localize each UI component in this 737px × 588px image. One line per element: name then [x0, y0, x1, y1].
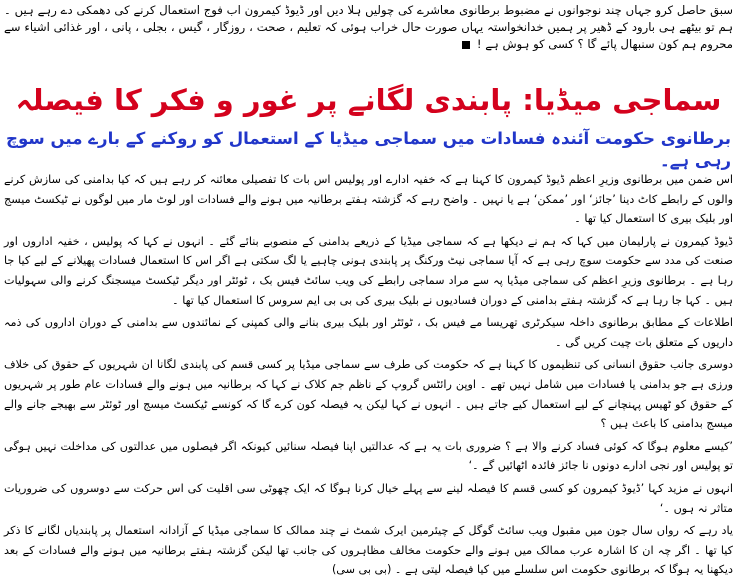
- intro-text: سبق حاصل کرو جہاں چند نوجوانوں نے مضبوط برطانوی معاشرے کی چولیں ہلا دیں اور ڈیوڈ کیمرون اب فوج استعمال کرنے کی دھمکی دے رہے ہیں ۔ ہم تو بیٹھے ہی بارود کے ڈھیر پر ہمیں خدانخواستہ یہاں صورت حال خراب ہوئی کہ تعلیم ، صحت ، روزگار ، گیس ، بجلی ، پانی ، اور غذائی اشیاء سے محروم ہم کون سنبھال پائے گا ؟ کسی کو ہوش ہے !: [4, 3, 733, 51]
- article-body: [4, 170, 733, 583]
- body-paragraph: انہوں نے مزید کہا ’ڈیوڈ کیمرون کو کسی قسم کا فیصلہ لینے سے پہلے خیال کرنا ہوگا کہ ایک چھوٹی سی اقلیت کی اس حرکت سے دوسروں کی ضروریات متاثر نہ ہوں ۔‘: [4, 481, 733, 515]
- body-paragraph: یاد رہے کہ رواں سال جون میں مقبول ویب سائٹ گوگل کے چیئرمین ایرک شمٹ نے چند ممالک کا سماجی میڈیا کے آزادانہ استعمال پر پابندیاں لگانے کا ذکر کیا تھا ۔ اگر چہ ان کا اشارہ عرب ممالک میں ہونے والے حکومت مخالف مظاہروں کی جانب تھا لیکن گزشتہ ہفتے برطانیہ میں ہونے والے فسادات کے بعد دیکھنا یہ ہوگا کہ برطانوی حکومت اس سلسلے میں کیا فیصلہ لیتی ہے ۔ (بی بی سی): [4, 524, 733, 577]
- subheadline: برطانوی حکومت آئندہ فسادات میں سماجی میڈیا کے استعمال کو روکنے کے بارے میں سوچ رہی ہے۔: [6, 129, 731, 170]
- body-paragraph: اطلاعات کے مطابق برطانوی داخلہ سیکرٹری تھریسا مے فیس بک ، ٹوئٹر اور بلیک بیری بنانے والی کمپنی کے نمائندوں سے بدامنی کے دوران اداروں کی ذمہ داریوں کے متعلق بات چیت کریں گی ۔: [4, 316, 733, 349]
- headline: سماجی میڈیا: پابندی لگانے پر غور و فکر کا فیصلہ: [15, 83, 722, 117]
- end-square-icon: [462, 41, 470, 49]
- body-paragraph: ڈیوڈ کیمرون نے پارلیمان میں کہا کہ ہم نے دیکھا ہے کہ سماجی میڈیا کے ذریعے بدامنی کے منصوبے بنائے گئے ۔ انہوں نے کہا کہ پولیس ، خفیہ اداروں اور صنعت کی مدد سے حکومت سوچ رہی ہے کہ آیا سماجی نیٹ ورکنگ پر پابندی ہونی چاہیے یا لگ سکتی ہے اگر اس کا استعمال فسادات پھیلانے کے لیے کیا جا رہا ہے ۔ برطانوی وزیرِ اعظم کی سماجی میڈیا پہ سے مراد سماجی رابطے کی ویب سائٹ فیس بک ، ٹوئٹر اور دیگر ٹیکسٹ میسجنگ کرنے والی سہولیات ہیں ۔ کہا جا رہا ہے کہ گزشتہ ہفتے بدامنی کے دوران فسادیوں نے بلیک بیری کی بی بی ایم سروس کا استعمال کیا تھا ۔: [4, 234, 733, 307]
- body-paragraph: اس ضمن میں برطانوی وزیرِ اعظم ڈیوڈ کیمرون کا کہنا ہے کہ خفیہ ادارے اور پولیس اس بات کا تفصیلی معائنہ کر رہے ہیں کہ کیا بدامنی کی سازش کرنے والوں کے رابطے کاٹ دینا ’جائز‘ اور ’ممکن‘ ہے یا نہیں ۔ واضح رہے کہ گزشتہ ہفتے برطانیہ میں ہونے والے فسادات اور لوٹ مار میں لوگوں نے ٹیکسٹ میسج اور بلیک بیری کا استعمال کیا تھا ۔: [4, 173, 733, 226]
- intro-paragraph: [4, 2, 733, 53]
- body-paragraph: ’کیسے معلوم ہوگا کہ کوئی فساد کرنے والا ہے ؟ ضروری بات یہ ہے کہ عدالتیں اپنا فیصلہ سنائیں کیونکہ اگر فیصلوں میں عدالتوں کی مداخلت نہیں ہوگی تو پولیس اور نجی ادارے دونوں نا جائز فائدہ اٹھائیں گے ۔‘: [4, 439, 733, 473]
- body-paragraph: دوسری جانب حقوق انسانی کی تنظیموں کا کہنا ہے کہ حکومت کی طرف سے سماجی میڈیا پر کسی قسم کی پابندی لگانا ان شہریوں کے حقوق کی خلاف ورزی ہے جو بدامنی یا فسادات میں شامل نہیں تھے ۔ اوپن رائٹس گروپ کے ناظم جم کلاک نے کہا کہ برطانیہ میں ہونے والے فسادات عام طور پر شہریوں کے حقوق کو ٹھیس پہنچانے کے لیے استعمال کیے جاتے ہیں ۔ انہوں نے کہا لیکن یہ فیصلہ کون کرے گا کہ کونسے ٹیکسٹ میسج اور ٹوئٹر سے بھیجے جانے والے میسج بدامنی کا باعث ہیں ؟: [4, 358, 733, 431]
